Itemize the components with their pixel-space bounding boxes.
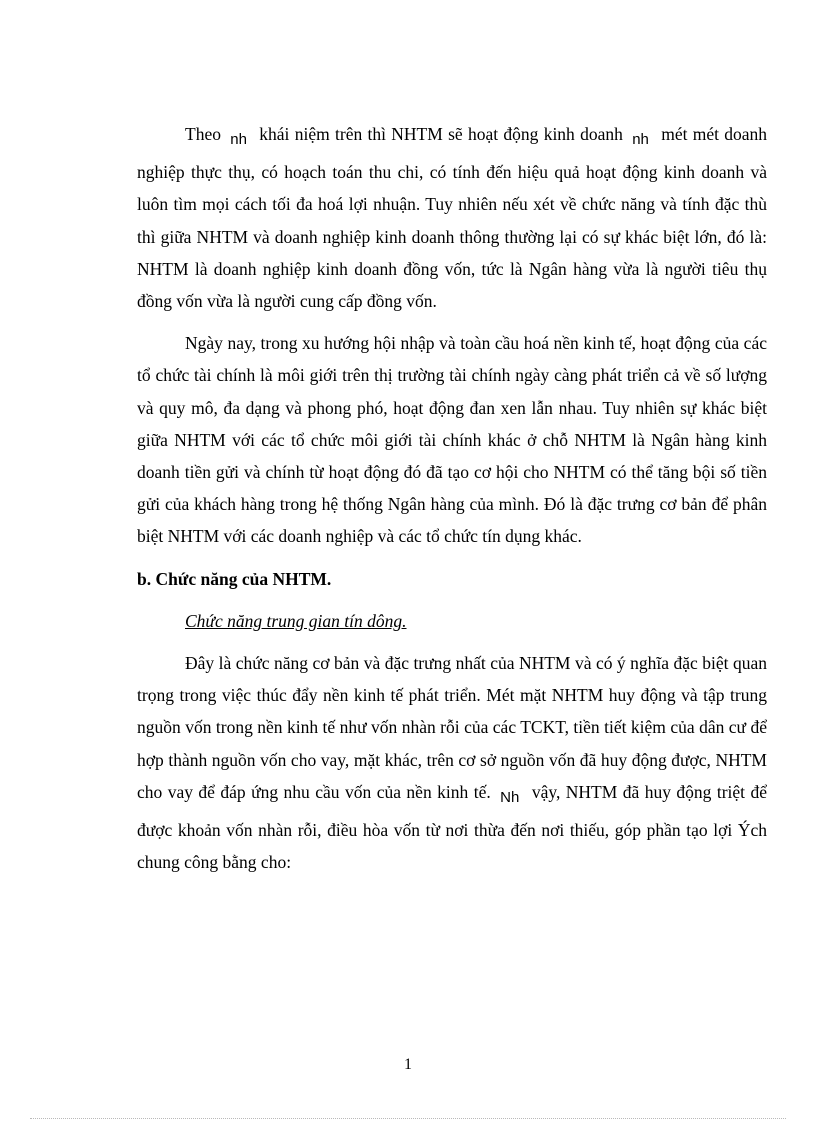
paragraph-ntm-definition bbox=[137, 118, 767, 317]
paragraph-credit-intermediary bbox=[137, 647, 767, 878]
section-subheading: Chức năng trung gian tín dông. bbox=[185, 610, 407, 631]
inline-fragment: Nh bbox=[500, 788, 520, 806]
inline-fragment: nh bbox=[632, 131, 649, 148]
section-heading: b. Chức năng của NHTM. bbox=[137, 568, 332, 589]
paragraph-integration: Ngày nay, trong xu hướng hội nhập và toàn cầu hoá nền kinh tế, hoạt động của các tổ chức tài chính là môi giới trên thị trường tài chính ngày càng phát triển cả về số lượng và quy mô, đa dạng và phong phó, hoạt động đan xen lẫn nhau. Tuy nhiên sự khác biệt giữa NHTM với các tổ chức môi giới tài chính khác ở chỗ NHTM là Ngân hàng kinh doanh tiền gửi và chính từ hoạt động đó đã tạo cơ hội cho NHTM có thể tăng bội số tiền gửi của khách hàng trong hệ thống Ngân hàng của mình. Đó là đặc trưng cơ bản để phân biệt NHTM với các doanh nghiệp và các tổ chức tín dụng khác. bbox=[137, 333, 767, 547]
paragraph-text: vậy, NHTM đã huy động triệt để được khoản vốn nhàn rỗi, điều hòa vốn từ nơi thừa đến nơi thiếu, góp phần tạo lợi Ých chung công bằng cho: bbox=[137, 781, 768, 873]
paragraph-text: khái niệm trên thì NHTM sẽ hoạt động kinh doanh bbox=[259, 124, 623, 144]
document-body bbox=[137, 118, 767, 888]
paragraph-text: mét mét doanh nghiệp thực thụ, có hoạch toán thu chi, có tính đến hiệu quả hoạt động kinh doanh và luôn tìm mọi cách tối đa hoá lợi nhuận. Tuy nhiên nếu xét về chức năng và tính đặc thù thì giữa NHTM và doanh nghiệp kinh doanh thông thường lại có sự khác biệt lớn, đó là: NHTM là doanh nghiệp kinh doanh đồng vốn, tức là Ngân hàng vừa là người tiêu thụ đồng vốn vừa là người cung cấp đồng vốn. bbox=[137, 124, 768, 312]
paragraph-text: Theo bbox=[185, 124, 221, 144]
page-bottom-divider bbox=[30, 1118, 786, 1119]
inline-fragment: nh bbox=[230, 131, 247, 148]
page-number: 1 bbox=[404, 1056, 412, 1073]
paragraph-text: Đây là chức năng cơ bản và đặc trưng nhất của NHTM và có ý nghĩa đặc biệt quan trọng trong việc thúc đẩy nền kinh tế phát triển. Mét mặt NHTM huy động và tập trung nguồn vốn trong nền kinh tế như vốn nhàn rỗi của các TCKT, tiền tiết kiệm của dân cư để hợp thành nguồn vốn cho vay, mặt khác, trên cơ sở nguồn vốn đã huy động được, NHTM cho vay để đáp ứng nhu cầu vốn của nền kinh tế. bbox=[137, 653, 767, 802]
